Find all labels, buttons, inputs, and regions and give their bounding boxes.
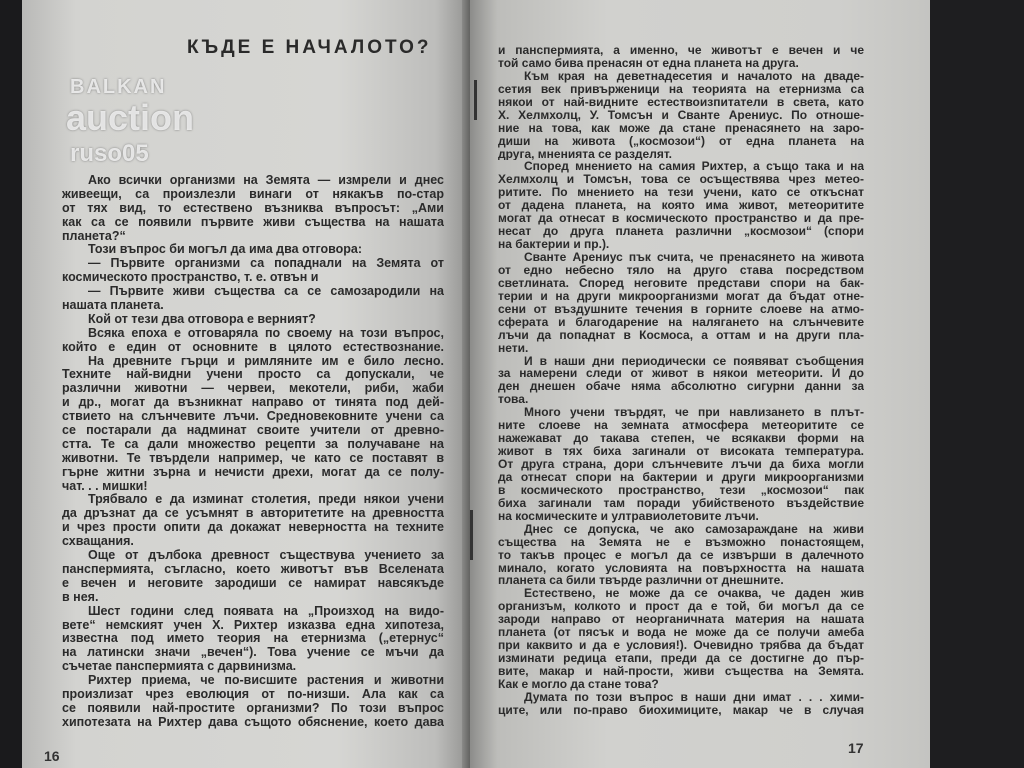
- text-line: терии и на други микроорганизми могат да бъдат отне-: [498, 289, 864, 303]
- text-line: как са се появили първите живи същества на нашата: [62, 215, 444, 229]
- text-line: организъм, колкото и прост да е той, би могъл да се: [498, 600, 864, 614]
- right-book-page: [470, 0, 930, 768]
- text-line: Днес се допуска, че ако самозараждане на живи: [524, 522, 864, 536]
- text-line: Думата по този въпрос в наши дни имат . . . хими-: [524, 690, 864, 704]
- text-line: различни животни — червеи, мекотели, риби, жаби: [62, 382, 444, 396]
- text-line: Естествено, не може да се очаква, че даден жив: [524, 587, 864, 601]
- text-line: ден днешен обаче няма абсолютно сигурни данни за: [498, 380, 864, 394]
- text-line: Към края на деветнадесетия и началото на дваде-: [524, 69, 864, 83]
- chapter-title: КЪДЕ Е НАЧАЛОТО?: [187, 37, 432, 58]
- text-line: е вечен и неговите зародиши се намират навсякъде: [62, 576, 444, 590]
- text-line: животни. Те твърдели например, че като се поставят в: [62, 451, 444, 465]
- text-line: несат до друга планета различни „космозои“ (спори: [498, 225, 864, 239]
- text-line: диши на живота („космозои“) от една планета на: [498, 134, 864, 148]
- text-line: От друга страна, дори слънчевите лъчи да биха могли: [498, 458, 864, 471]
- text-line: от дадена планета, на която има живот, метеоритите: [498, 199, 864, 213]
- text-line: изминати редица етапи, преди да се достигне до пър-: [498, 652, 864, 665]
- text-line: от едно небесно тяло на друго става посредством: [498, 263, 864, 277]
- text-line: той само бива пренасян от една планета на друга.: [498, 56, 799, 70]
- text-line: нажежават до такава степен, че всякакви форми на: [498, 432, 864, 446]
- text-line: който е един от основните в цялото естествознание.: [62, 340, 444, 354]
- text-line: Още от дълбока древност съществува учението за: [88, 549, 444, 563]
- text-line: минало, когато условията на повърхността на нашата: [498, 561, 864, 575]
- watermark-line: auction: [66, 97, 195, 138]
- text-line: се постарали да надминат своите учители от древно-: [62, 424, 444, 438]
- text-line: панспермията, съгласно, което животът във Вселената: [62, 562, 444, 576]
- text-line: ние на това, как може да стане пренасянето на заро-: [498, 121, 864, 135]
- text-line: Как е могло да стане това?: [498, 677, 659, 691]
- text-line: Шест години след появата на „Произход на видо-: [88, 604, 444, 618]
- text-line: сферата и благодарение на налягането на слънчевите: [498, 315, 864, 329]
- text-line: Х. Хелмхолц, У. Томсън и Сванте Арениус. По отноше-: [498, 108, 864, 122]
- left-page-text: [62, 174, 444, 730]
- text-line: същества на Земята не е възможно понастоящем,: [498, 535, 864, 549]
- binding-stitch: [474, 80, 477, 120]
- text-line: вите, макар и най-прости, живи същества на Земята.: [498, 665, 864, 678]
- text-line: Трябвало е да изминат столетия, преди някои учени: [88, 493, 444, 507]
- text-line: в космическото пространство, тези „космозои“ пак: [498, 483, 864, 497]
- text-line: планета (от пясък и вода не може да се получи амеба: [498, 626, 864, 640]
- text-line: хипотезата на Рихтер дава същото обяснение, което дава: [62, 715, 444, 729]
- text-line: това.: [498, 393, 529, 407]
- text-line: Сванте Арениус пък счита, че пренасянето на живота: [524, 251, 864, 264]
- text-line: Според мнението на самия Рихтер, а също така и на: [524, 160, 864, 174]
- text-line: друга, мненията се разделят.: [498, 147, 672, 161]
- text-line: Много учени твърдят, че при навлизането в плът-: [524, 406, 864, 420]
- text-line: живеещи, са произлезли винаги от някакъв по-стар: [62, 187, 444, 201]
- page-number-left: 16: [44, 748, 60, 764]
- text-line: нашата планета.: [62, 299, 164, 313]
- text-line: при каквито и да е условия!). Очевидно трябва да бъдат: [498, 639, 864, 653]
- watermark-line: ruso05: [70, 140, 149, 167]
- text-line: лъчи да попаднат в Космоса, а оттам и на други пла-: [498, 328, 864, 342]
- text-line: сени от въздушните течения в горните слоеве на атмо-: [498, 302, 864, 316]
- text-line: вете“ немският учен Х. Рихтер изказва една хипотеза,: [62, 618, 444, 632]
- text-line: някои от най-видните естествоизпитатели в света, като: [498, 95, 864, 109]
- text-line: стта. Те са дали множество рецепти за получаване на: [62, 437, 444, 451]
- text-line: гърне житни зърна и нечисти дрехи, могат да се полу-: [62, 465, 444, 479]
- text-line: ствието на слънчевите лъчи. Средновековните учени са: [62, 410, 444, 424]
- text-line: И в наши дни периодически се появяват съобщения: [524, 354, 864, 368]
- text-line: в нея.: [62, 590, 99, 604]
- text-line: — Първите организми са попаднали на Земята от: [88, 257, 444, 271]
- text-line: съчетае панспермията с дарвинизма.: [62, 660, 297, 674]
- dark-background: [930, 0, 1024, 768]
- text-line: ните слоеве на земната атмосфера метеоритите се: [498, 419, 864, 433]
- text-line: Техните най-видни учени просто са допускали, че: [62, 368, 444, 382]
- text-line: — Първите живи същества са се самозародили на: [88, 285, 444, 299]
- text-line: известна под името теория на етернизма („етернус“: [62, 632, 444, 646]
- text-line: схващания.: [62, 535, 134, 549]
- text-line: за намерени следи от живот в някои метеорити. И до: [498, 367, 864, 381]
- text-line: ритите. По мнението на тези учени, като се откъснат: [498, 186, 864, 200]
- text-line: живот в тях биха загинали от високата температура.: [498, 445, 864, 458]
- left-book-page: [22, 0, 472, 768]
- text-line: зароди направо от неорганичната материя на нашата: [498, 613, 864, 627]
- text-line: светлината. Според неговите представи спори на бак-: [498, 276, 864, 290]
- text-line: Всяка епоха е отговаряла по своему на този въпрос,: [88, 326, 444, 340]
- text-line: нети.: [498, 341, 529, 355]
- text-line: на бактерии и пр.).: [498, 238, 610, 251]
- text-line: На древните гърци и римляните им е било лесно.: [88, 354, 444, 368]
- text-line: да дръзнат да се усъмнят в авторитетите на древността: [62, 507, 444, 521]
- text-line: планета?“: [62, 229, 126, 243]
- text-line: и панспермията, а именно, че животът е вечен и че: [498, 44, 864, 57]
- text-line: чат. . . мишки!: [62, 479, 148, 493]
- text-line: планета са били твърде различни от днешните.: [498, 574, 784, 588]
- text-line: Кой от тези два отговора е верният?: [88, 312, 316, 326]
- page-number-right: 17: [848, 740, 864, 756]
- text-line: Хелмхолц и Томсън, това се осъществява чрез метео-: [498, 173, 864, 187]
- text-line: ците, или по-право биохимиците, макар че в случая: [498, 703, 864, 717]
- text-line: и др., могат да възникнат направо от тинята под дей-: [62, 396, 444, 410]
- right-page-text: [498, 44, 864, 717]
- text-line: сетия век привърженици на теорията на етернизма са: [498, 82, 864, 96]
- text-line: да отнесат спори на бактерии и други микроорганизми: [498, 470, 864, 484]
- binding-stitch: [470, 510, 473, 560]
- text-line: на латински значи „вечен“). Това учение се мъчи да: [62, 646, 444, 660]
- text-line: космическото пространство, т. е. отвън и: [62, 271, 319, 285]
- watermark-line: BALKAN: [70, 76, 167, 98]
- text-line: биха загинали там поради убийственото въздействие: [498, 496, 864, 510]
- text-line: то такъв процес е могъл да се извърши в далечното: [498, 548, 864, 562]
- text-line: Този въпрос би могъл да има два отговора:: [88, 243, 363, 257]
- text-line: от тях вид, то естествено възниква въпросът: „Ами: [62, 201, 444, 215]
- text-line: произлизат чрез еволюция от по-низши. Ала как са: [62, 687, 444, 701]
- text-line: Ако всички организми на Земята — измрели и днес: [88, 174, 444, 187]
- text-line: могат да отнесат в космическото пространство и да пре-: [498, 212, 864, 226]
- text-line: на космическите и ултравиолетовите лъчи.: [498, 509, 759, 523]
- text-line: се появили най-простите организми? По този въпрос: [62, 701, 444, 715]
- text-line: Рихтер приема, че по-висшите растения и животни: [88, 674, 444, 688]
- text-line: и чрез прости опити да докажат неверността на техните: [62, 521, 444, 535]
